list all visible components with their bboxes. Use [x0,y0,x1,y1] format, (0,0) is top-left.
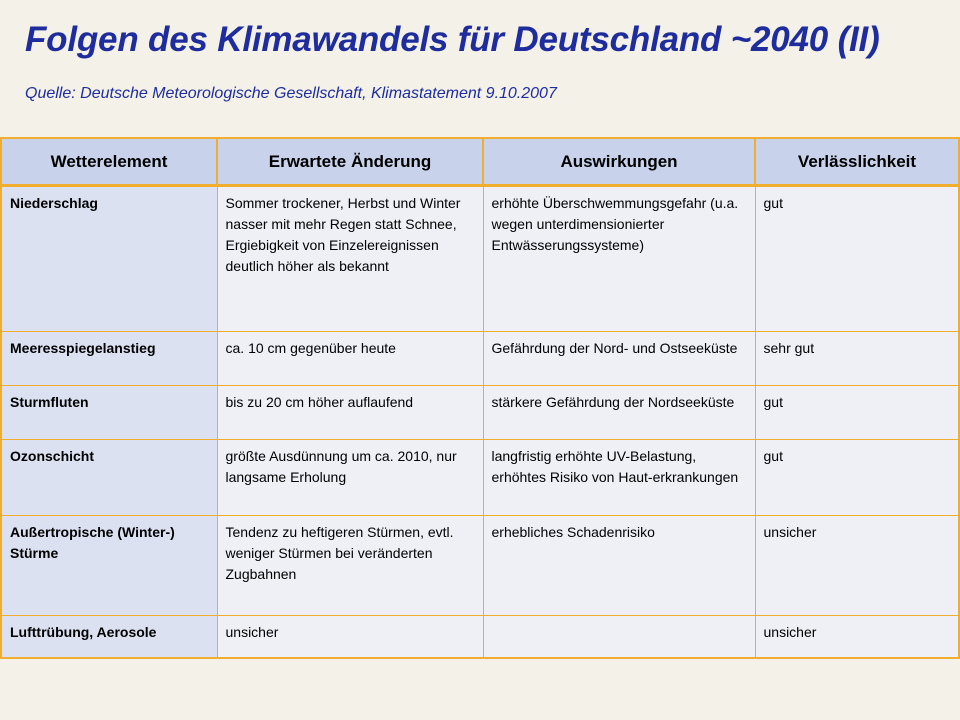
table-row [1,386,959,440]
cell-element: Niederschlag [1,186,217,332]
cell-element: Ozonschicht [1,440,217,516]
cell-change: ca. 10 cm gegenüber heute [217,332,483,386]
cell-reliability: gut [755,440,959,516]
table-row [1,440,959,516]
page-title: Folgen des Klimawandels für Deutschland ~2040 (II) [25,20,880,59]
header-auswirkungen: Auswirkungen [483,138,755,186]
cell-change: Sommer trockener, Herbst und Winter nasser mit mehr Regen statt Schnee, Ergiebigkeit von Einzelereignissen deutlich höher als bekannt [217,186,483,332]
cell-impact [483,616,755,658]
cell-element: Lufttrübung, Aerosole [1,616,217,658]
table-row [1,616,959,658]
cell-change: Tendenz zu heftigeren Stürmen, evtl. weniger Stürmen bei veränderten Zugbahnen [217,516,483,616]
header-verlaesslichkeit: Verlässlichkeit [755,138,959,186]
cell-reliability: gut [755,186,959,332]
source-subtitle: Quelle: Deutsche Meteorologische Gesellschaft, Klimastatement 9.10.2007 [25,85,557,102]
header-wetterelement: Wetterelement [1,138,217,186]
cell-element: Meeresspiegelanstieg [1,332,217,386]
table-header-row [1,138,959,186]
table-row [1,332,959,386]
cell-reliability: sehr gut [755,332,959,386]
cell-reliability: unsicher [755,516,959,616]
cell-change: unsicher [217,616,483,658]
cell-impact: erhöhte Überschwemmungsgefahr (u.a. wegen unterdimensionierter Entwässerungssysteme) [483,186,755,332]
cell-reliability: gut [755,386,959,440]
cell-element: Außertropische (Winter-) Stürme [1,516,217,616]
cell-reliability: unsicher [755,616,959,658]
cell-element: Sturmfluten [1,386,217,440]
cell-impact: stärkere Gefährdung der Nordseeküste [483,386,755,440]
table-row [1,186,959,332]
cell-impact: langfristig erhöhte UV-Belastung, erhöhtes Risiko von Haut-erkrankungen [483,440,755,516]
table-row [1,516,959,616]
cell-change: größte Ausdünnung um ca. 2010, nur langsame Erholung [217,440,483,516]
cell-impact: erhebliches Schadenrisiko [483,516,755,616]
header-erwartete-aenderung: Erwartete Änderung [217,138,483,186]
cell-impact: Gefährdung der Nord- und Ostseeküste [483,332,755,386]
climate-table [0,137,960,659]
cell-change: bis zu 20 cm höher auflaufend [217,386,483,440]
